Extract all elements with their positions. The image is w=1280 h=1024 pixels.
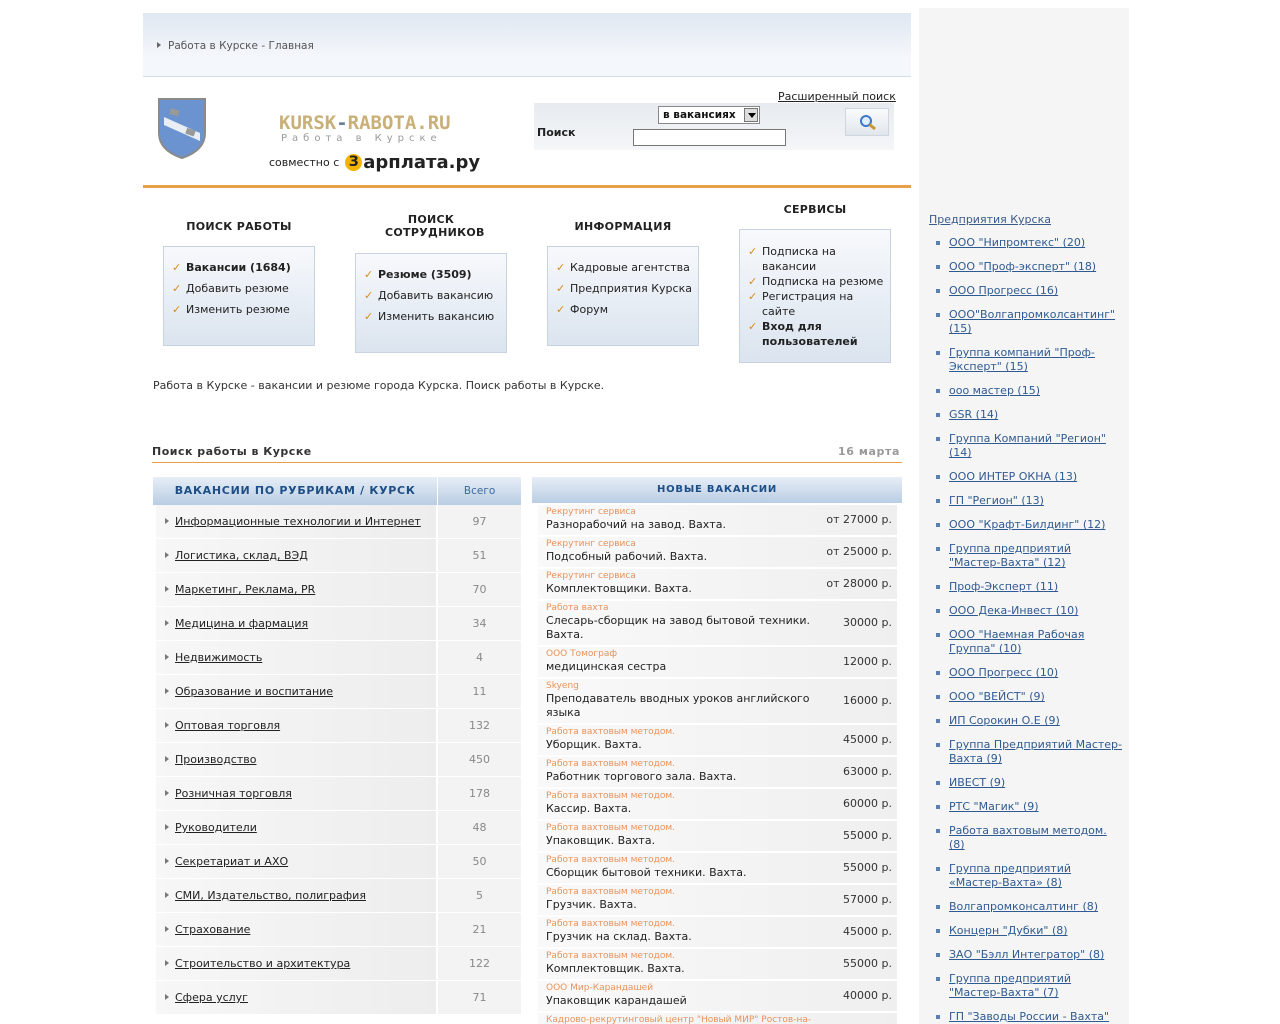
partner-prefix: совместно с [269, 156, 340, 169]
company-list-item [935, 972, 1125, 1000]
vacancy-row[interactable] [538, 853, 897, 885]
company-list-item [935, 236, 1125, 250]
arrow-right-icon [165, 790, 169, 796]
check-icon: ✓ [556, 261, 566, 274]
vacancy-salary: 57000 р. [843, 893, 892, 906]
rubric-row [156, 879, 521, 913]
company-link[interactable]: ООО "Проф-эксперт" (18) [949, 260, 1097, 273]
arrow-right-icon [165, 722, 169, 728]
rubric-cell [156, 539, 436, 572]
company-list-item [935, 628, 1125, 656]
company-link[interactable]: ООО "ВЕЙСТ" (9) [949, 690, 1045, 703]
company-link[interactable]: ИВЕСТ (9) [949, 776, 1006, 789]
vacancy-title[interactable]: Уборщик. Вахта. [546, 738, 642, 751]
company-list-item [935, 1010, 1125, 1024]
company-link[interactable]: Группа предприятий "Мастер-Вахта" (7) [949, 972, 1072, 999]
vacancy-info [546, 1015, 814, 1024]
arrow-right-icon [165, 892, 169, 898]
check-icon: ✓ [172, 261, 182, 274]
vacancy-title[interactable]: Разнорабочий на завод. Вахта. [546, 518, 726, 531]
vacancy-row[interactable] [538, 647, 897, 679]
breadcrumb[interactable]: Работа в Курске - Главная [168, 40, 314, 52]
nav-title: ИНФОРМАЦИЯ [574, 220, 672, 233]
company-list-item [935, 494, 1125, 508]
vacancy-row[interactable] [538, 725, 897, 757]
partner-logo[interactable] [269, 152, 480, 173]
check-icon: ✓ [364, 268, 374, 281]
kursk-coat-of-arms-icon [156, 97, 208, 159]
rubric-link[interactable]: Секретариат и АХО [175, 855, 289, 868]
rubric-row [156, 641, 521, 675]
vacancy-row[interactable] [538, 679, 897, 725]
company-list-item [935, 346, 1125, 374]
nav-link-add-resume[interactable]: ✓ Добавить резюме [172, 282, 289, 295]
rubric-row [156, 981, 521, 1015]
rubric-link[interactable]: СМИ, Издательство, полиграфия [175, 889, 366, 902]
company-list-item [935, 604, 1125, 618]
vacancy-title[interactable]: Комплектовщик. Вахта. [546, 962, 685, 975]
nav-link-edit-vacancy[interactable]: ✓ Изменить вакансию [364, 310, 495, 323]
company-list-item [935, 690, 1125, 704]
new-vacancies-list [538, 505, 897, 1024]
company-list-item [935, 738, 1125, 766]
rubric-count: 50 [438, 845, 521, 878]
rubric-cell [156, 845, 436, 878]
nav-link-subscribe-vacancies[interactable]: ✓ Подписка на вакансии [748, 245, 836, 273]
rubric-count: 97 [438, 505, 521, 538]
nav-title: ПОИСК РАБОТЫ [186, 220, 292, 233]
company-list-item [935, 470, 1125, 484]
vacancy-salary: от 28000 р. [826, 577, 892, 590]
company-list-item [935, 862, 1125, 890]
rubric-link[interactable]: Информационные технологии и Интернет [175, 515, 421, 528]
rubric-cell [156, 607, 436, 640]
search-button[interactable] [845, 108, 889, 136]
rubric-cell [156, 743, 436, 776]
vacancy-info [546, 507, 814, 532]
nav-link-subscribe-resumes[interactable]: ✓ Подписка на резюме [748, 275, 884, 288]
rubric-count: 5 [438, 879, 521, 912]
vacancy-title[interactable]: Сборщик бытовой техники. Вахта. [546, 866, 747, 879]
rubric-cell [156, 641, 436, 674]
company-link[interactable]: Группа предприятий «Мастер-Вахта» (8) [949, 862, 1072, 889]
company-list-item [935, 518, 1125, 532]
vacancy-salary: 55000 р. [843, 957, 892, 970]
arrow-right-icon [165, 994, 169, 1000]
company-list-item [935, 384, 1125, 398]
rubric-count: 122 [438, 947, 521, 980]
nav-title: ПОИСК СОТРУДНИКОВ [385, 213, 485, 239]
breadcrumb-bar [143, 13, 911, 77]
rubric-count: 51 [438, 539, 521, 572]
rubric-link[interactable]: Маркетинг, Реклама, PR [175, 583, 316, 596]
rubric-row [156, 777, 521, 811]
vacancy-row[interactable] [538, 505, 897, 537]
vacancy-salary: 45000 р. [843, 733, 892, 746]
arrow-right-icon [165, 926, 169, 932]
arrow-right-icon [165, 688, 169, 694]
company-link[interactable]: РТС "Магик" (9) [949, 800, 1039, 813]
rubric-link[interactable]: Образование и воспитание [175, 685, 334, 698]
company-link[interactable]: ЗАО "Бэлл Интегратор" (8) [949, 948, 1105, 961]
vacancy-salary: 60000 р. [843, 797, 892, 810]
company-link[interactable]: ООО "Наемная Рабочая Группа" (10) [949, 628, 1085, 655]
vacancy-info [546, 983, 814, 1008]
nav-box [163, 246, 315, 346]
section-divider [152, 462, 902, 463]
arrow-right-icon [165, 654, 169, 660]
check-icon: ✓ [748, 245, 758, 258]
vacancy-row[interactable] [538, 949, 897, 981]
vacancy-salary: 12000 р. [843, 655, 892, 668]
site-tagline: Работа в Курске [281, 133, 442, 144]
rubric-link[interactable]: Руководители [175, 821, 257, 834]
arrow-right-icon [165, 552, 169, 558]
company-link[interactable]: ИП Сорокин О.Е (9) [949, 714, 1060, 727]
vacancy-title[interactable]: медицинская сестра [546, 660, 667, 673]
company-link[interactable]: Группа Предприятий Мастер-Вахта (9) [949, 738, 1122, 765]
rubric-link[interactable]: Оптовая торговля [175, 719, 281, 732]
search-input[interactable] [633, 129, 786, 146]
rubric-row [156, 573, 521, 607]
rubrics-title: ВАКАНСИИ ПО РУБРИКАМ / КУРСК [153, 477, 437, 505]
nav-link-vacancies[interactable]: ✓ Вакансии (1684) [172, 261, 291, 274]
vacancy-salary: 30000 р. [843, 616, 892, 629]
company-list-item [935, 542, 1125, 570]
company-link[interactable]: ООО Прогресс (16) [949, 284, 1059, 297]
rubric-cell [156, 709, 436, 742]
company-list-item [935, 824, 1125, 852]
vacancy-salary: 45000 р. [843, 925, 892, 938]
vacancy-company[interactable]: Рекрутинг сервиса [546, 507, 636, 517]
vacancy-row[interactable] [538, 537, 897, 569]
rubric-count: 48 [438, 811, 521, 844]
rubric-row [156, 607, 521, 641]
vacancy-company[interactable]: Работа вахтовым методом. [546, 823, 676, 833]
company-link[interactable]: GSR (14) [949, 408, 999, 421]
rubric-row [156, 947, 521, 981]
arrow-right-icon [165, 586, 169, 592]
rubric-cell [156, 879, 436, 912]
check-icon: ✓ [172, 282, 182, 295]
rubric-link[interactable]: Недвижимость [175, 651, 263, 664]
new-vacancies-title: НОВЫЕ ВАКАНСИИ [532, 477, 902, 503]
vacancy-row[interactable] [538, 569, 897, 601]
rubric-link[interactable]: Страхование [175, 923, 251, 936]
vacancy-company[interactable]: Skyeng [546, 681, 579, 691]
rubrics-list [156, 505, 521, 1015]
vacancy-salary: 55000 р. [843, 829, 892, 842]
vacancy-info [546, 887, 814, 912]
rubric-cell [156, 811, 436, 844]
rubric-row [156, 505, 521, 539]
vacancy-company[interactable]: Работа вахтовым методом. [546, 791, 676, 801]
rubric-row [156, 539, 521, 573]
nav-link-login[interactable]: ✓ Вход для пользователей [748, 320, 858, 348]
vacancy-company[interactable]: Работа вахтовым методом. [546, 887, 676, 897]
nav-link-forum[interactable]: ✓ Форум [556, 303, 608, 316]
vacancy-info [546, 681, 814, 720]
rubrics-total-label: Всего [438, 477, 521, 505]
vacancy-row[interactable] [538, 757, 897, 789]
company-link[interactable]: ООО "Нипромтекс" (20) [949, 236, 1086, 249]
company-link[interactable]: Работа вахтовым методом. (8) [949, 824, 1107, 851]
rubric-cell [156, 947, 436, 980]
company-link[interactable]: ООО "Крафт-Билдинг" (12) [949, 518, 1106, 531]
vacancy-company[interactable]: Работа вахта [546, 603, 609, 613]
rubric-count: 178 [438, 777, 521, 810]
nav-link-edit-resume[interactable]: ✓ Изменить резюме [172, 303, 290, 316]
rubric-row [156, 845, 521, 879]
company-link[interactable]: Волгапромконсалтинг (8) [949, 900, 1099, 913]
company-link[interactable]: ООО"Волгапромколсантинг" (15) [949, 308, 1116, 335]
vacancy-company[interactable]: ООО Мир-Карандашей [546, 983, 654, 993]
vacancy-salary: 63000 р. [843, 765, 892, 778]
rubric-cell [156, 913, 436, 946]
vacancy-row[interactable] [538, 821, 897, 853]
nav-link-resumes[interactable]: ✓ Резюме (3509) [364, 268, 472, 281]
rubric-count: 4 [438, 641, 521, 674]
vacancy-info [546, 727, 814, 752]
rubric-link[interactable]: Производство [175, 753, 257, 766]
vacancy-title[interactable]: Упаковщик. Вахта. [546, 834, 656, 847]
zarplata-brand: З арплата.ру [345, 152, 480, 173]
vacancy-info [546, 539, 814, 564]
section-title: Поиск работы в Курске [152, 445, 312, 458]
company-list-item [935, 260, 1125, 274]
vacancy-info [546, 759, 814, 784]
vacancy-title[interactable]: Грузчик на склад. Вахта. [546, 930, 692, 943]
rubric-count: 34 [438, 607, 521, 640]
rubric-count: 11 [438, 675, 521, 708]
company-list-item [935, 308, 1125, 336]
company-link[interactable]: ООО Прогресс (10) [949, 666, 1059, 679]
company-link[interactable]: ооо мастер (15) [949, 384, 1041, 397]
company-link[interactable]: Проф-Эксперт (11) [949, 580, 1059, 593]
rubric-cell [156, 675, 436, 708]
check-icon: ✓ [556, 282, 566, 295]
company-link[interactable]: Группа Компаний "Регион" (14) [949, 432, 1106, 459]
vacancy-info [546, 919, 814, 944]
breadcrumb-arrow-icon [157, 42, 161, 48]
company-link[interactable]: ООО ИНТЕР ОКНА (13) [949, 470, 1078, 483]
rubrics-header [153, 477, 521, 505]
vacancy-row[interactable] [538, 789, 897, 821]
company-list-item [935, 714, 1125, 728]
intro-text: Работа в Курске - вакансии и резюме города Курска. Поиск работы в Курске. [153, 379, 605, 392]
company-list-item [935, 948, 1125, 962]
vacancy-company[interactable]: Работа вахтовым методом. [546, 759, 676, 769]
rubric-cell [156, 505, 436, 538]
rubric-count: 450 [438, 743, 521, 776]
check-icon: ✓ [748, 320, 758, 333]
rubric-count: 132 [438, 709, 521, 742]
company-list-item [935, 900, 1125, 914]
rubric-row [156, 709, 521, 743]
arrow-right-icon [165, 756, 169, 762]
check-icon: ✓ [556, 303, 566, 316]
vacancy-title[interactable]: Кассир. Вахта. [546, 802, 632, 815]
vacancy-company[interactable]: Работа вахтовым методом. [546, 855, 676, 865]
vacancy-company[interactable]: Рекрутинг сервиса [546, 571, 636, 581]
company-list-item [935, 408, 1125, 422]
section-date: 16 марта [838, 445, 901, 458]
companies-list [935, 236, 1125, 1024]
vacancy-row[interactable] [538, 981, 897, 1013]
nav-link-add-vacancy[interactable]: ✓ Добавить вакансию [364, 289, 494, 302]
nav-title: СЕРВИСЫ [783, 203, 847, 216]
vacancy-title[interactable]: Комплектовщики. Вахта. [546, 582, 692, 595]
vacancy-title[interactable]: Упаковщик карандашей [546, 994, 687, 1007]
company-list-item [935, 580, 1125, 594]
company-list-item [935, 800, 1125, 814]
vacancy-info [546, 571, 814, 596]
vacancy-company[interactable]: Работа вахтовым методом. [546, 919, 676, 929]
company-link[interactable]: ГП "Регион" (13) [949, 494, 1044, 507]
rubric-link[interactable]: Медицина и фармация [175, 617, 309, 630]
rubric-link[interactable]: Логистика, склад, ВЭД [175, 549, 308, 562]
company-list-item [935, 666, 1125, 680]
header-divider [143, 185, 911, 188]
search-scope-select[interactable]: в вакансиях [658, 106, 760, 124]
vacancy-company[interactable]: Работа вахтовым методом. [546, 727, 676, 737]
vacancy-info [546, 855, 814, 880]
company-link[interactable]: ООО Дека-Инвест (10) [949, 604, 1079, 617]
vacancy-row[interactable] [538, 885, 897, 917]
rubric-count: 21 [438, 913, 521, 946]
vacancy-company[interactable]: ООО Томограф [546, 649, 618, 659]
rubric-count: 71 [438, 981, 521, 1014]
magnifier-icon [858, 114, 878, 132]
zarplata-dot-icon: З [345, 154, 362, 171]
site-logo[interactable]: KURSK-RABOTA.RU [279, 112, 451, 134]
nav-box [355, 253, 507, 353]
rubric-cell [156, 777, 436, 810]
nav-link-agencies[interactable]: ✓ Кадровые агентства [556, 261, 690, 274]
search-box [534, 103, 894, 150]
vacancy-row[interactable] [538, 917, 897, 949]
search-label: Поиск [537, 126, 576, 139]
rubric-link[interactable]: Розничная торговля [175, 787, 292, 800]
check-icon: ✓ [748, 290, 758, 303]
check-icon: ✓ [364, 289, 374, 302]
vacancy-salary: 40000 р. [843, 989, 892, 1002]
rubric-cell [156, 981, 436, 1014]
arrow-right-icon [165, 824, 169, 830]
check-icon: ✓ [172, 303, 182, 316]
nav-link-companies[interactable]: ✓ Предприятия Курска [556, 282, 692, 295]
vacancy-info [546, 649, 814, 674]
rubric-row [156, 913, 521, 947]
company-list-item [935, 924, 1125, 938]
company-list-item [935, 432, 1125, 460]
rubric-count: 70 [438, 573, 521, 606]
arrow-right-icon [165, 858, 169, 864]
rubric-row [156, 811, 521, 845]
company-list-item [935, 776, 1125, 790]
companies-heading-link[interactable]: Предприятия Курска [929, 213, 1051, 226]
vacancy-title[interactable]: Работник торгового зала. Вахта. [546, 770, 737, 783]
vacancy-row[interactable] [538, 601, 897, 647]
company-link[interactable]: ГП "Заводы России - Вахта" [949, 1010, 1110, 1023]
nav-link-register[interactable]: ✓ Регистрация на сайте [748, 290, 854, 318]
nav-box [739, 229, 891, 363]
vacancy-title[interactable]: Подсобный рабочий. Вахта. [546, 550, 708, 563]
vacancy-info [546, 823, 814, 848]
rubric-row [156, 743, 521, 777]
company-link[interactable]: Концерн "Дубки" (8) [949, 924, 1068, 937]
nav-box [547, 246, 699, 346]
check-icon: ✓ [364, 310, 374, 323]
dropdown-arrow-icon[interactable] [744, 108, 758, 122]
vacancy-salary: от 27000 р. [826, 513, 892, 526]
advanced-search-link[interactable]: Расширенный поиск [778, 90, 896, 103]
vacancy-salary [814, 1015, 897, 1024]
vacancy-row[interactable] [538, 1013, 897, 1024]
vacancy-title[interactable]: Преподаватель вводных уроков английского языка [546, 692, 810, 719]
vacancy-info [546, 603, 814, 642]
company-link[interactable]: Группа предприятий "Мастер-Вахта" (12) [949, 542, 1072, 569]
vacancy-title[interactable]: Слесарь-сборщик на завод бытовой техники. Вахта. [546, 614, 811, 641]
rubric-link[interactable]: Строительство и архитектура [175, 957, 351, 970]
vacancy-salary: 16000 р. [843, 694, 892, 707]
vacancy-info [546, 791, 814, 816]
rubric-cell [156, 573, 436, 606]
rubric-row [156, 675, 521, 709]
vacancy-company[interactable]: Рекрутинг сервиса [546, 539, 636, 549]
vacancy-company[interactable]: Работа вахтовым методом. [546, 951, 676, 961]
arrow-right-icon [165, 960, 169, 966]
vacancy-title[interactable]: Грузчик. Вахта. [546, 898, 637, 911]
vacancy-salary: от 25000 р. [826, 545, 892, 558]
vacancy-company[interactable]: Кадрово-рекрутинговый центр "Новый МИР" Ростов-на- [546, 1015, 812, 1024]
check-icon: ✓ [748, 275, 758, 288]
company-link[interactable]: Группа компаний "Проф-Эксперт" (15) [949, 346, 1095, 373]
vacancy-info [546, 951, 814, 976]
arrow-right-icon [165, 518, 169, 524]
vacancy-salary: 55000 р. [843, 861, 892, 874]
company-list-item [935, 284, 1125, 298]
arrow-right-icon [165, 620, 169, 626]
rubric-link[interactable]: Сфера услуг [175, 991, 248, 1004]
